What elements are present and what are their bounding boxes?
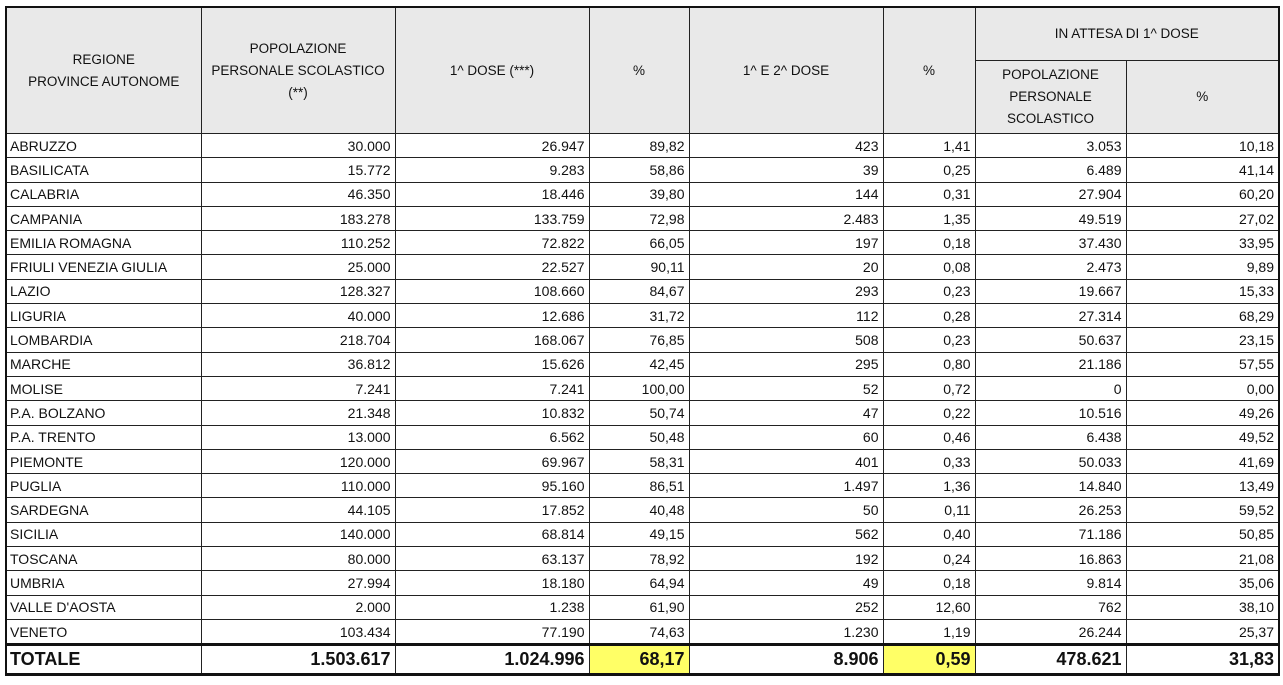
cell-attesa-pct: 57,55	[1126, 352, 1279, 376]
header-attesa: IN ATTESA DI 1^ DOSE	[975, 7, 1279, 61]
cell-dose1: 1.238	[395, 595, 589, 619]
cell-attesa-pct: 59,52	[1126, 498, 1279, 522]
cell-attesa-pct: 68,29	[1126, 304, 1279, 328]
cell-popolazione: 36.812	[201, 352, 395, 376]
cell-pct2: 0,22	[883, 401, 975, 425]
cell-dose1: 10.832	[395, 401, 589, 425]
cell-pct2: 0,31	[883, 182, 975, 206]
table-row	[6, 547, 1279, 571]
cell-popolazione: 80.000	[201, 547, 395, 571]
cell-popolazione: 183.278	[201, 206, 395, 230]
cell-attesa-pct: 49,26	[1126, 401, 1279, 425]
cell-attesa-popolazione: 50.637	[975, 328, 1126, 352]
table-row	[6, 279, 1279, 303]
cell-attesa-popolazione: 6.438	[975, 425, 1126, 449]
cell-pct1: 40,48	[589, 498, 689, 522]
cell-attesa-pct: 38,10	[1126, 595, 1279, 619]
cell-pct1: 100,00	[589, 376, 689, 400]
cell-pct2: 0,28	[883, 304, 975, 328]
cell-attesa-pct: 23,15	[1126, 328, 1279, 352]
cell-popolazione: 40.000	[201, 304, 395, 328]
table-row	[6, 498, 1279, 522]
cell-pct2: 1,36	[883, 474, 975, 498]
cell-attesa-popolazione: 50.033	[975, 449, 1126, 473]
cell-attesa-pct: 49,52	[1126, 425, 1279, 449]
cell-dose1: 63.137	[395, 547, 589, 571]
cell-dose12: 293	[689, 279, 883, 303]
cell-attesa-pct: 27,02	[1126, 206, 1279, 230]
cell-dose1: 9.283	[395, 158, 589, 182]
totale-attesa-pct: 31,83	[1126, 645, 1279, 675]
cell-regione: CALABRIA	[6, 182, 201, 206]
cell-attesa-popolazione: 71.186	[975, 522, 1126, 546]
cell-regione: TOSCANA	[6, 547, 201, 571]
cell-attesa-pct: 35,06	[1126, 571, 1279, 595]
cell-dose1: 77.190	[395, 619, 589, 644]
cell-dose1: 18.446	[395, 182, 589, 206]
cell-regione: MOLISE	[6, 376, 201, 400]
cell-dose12: 1.230	[689, 619, 883, 644]
table-row	[6, 595, 1279, 619]
cell-pct2: 1,19	[883, 619, 975, 644]
cell-dose12: 1.497	[689, 474, 883, 498]
cell-pct1: 58,86	[589, 158, 689, 182]
cell-attesa-popolazione: 9.814	[975, 571, 1126, 595]
cell-pct1: 42,45	[589, 352, 689, 376]
header-pct1: %	[589, 7, 689, 134]
cell-attesa-popolazione: 14.840	[975, 474, 1126, 498]
cell-dose1: 6.562	[395, 425, 589, 449]
cell-regione: UMBRIA	[6, 571, 201, 595]
cell-dose1: 26.947	[395, 134, 589, 158]
cell-popolazione: 15.772	[201, 158, 395, 182]
header-dose12: 1^ E 2^ DOSE	[689, 7, 883, 134]
cell-pct1: 78,92	[589, 547, 689, 571]
cell-dose12: 47	[689, 401, 883, 425]
cell-pct2: 0,25	[883, 158, 975, 182]
table-row	[6, 522, 1279, 546]
cell-attesa-pct: 60,20	[1126, 182, 1279, 206]
cell-popolazione: 120.000	[201, 449, 395, 473]
cell-pct2: 0,40	[883, 522, 975, 546]
cell-pct1: 84,67	[589, 279, 689, 303]
header-regione: REGIONE PROVINCE AUTONOME	[6, 7, 201, 134]
cell-dose1: 95.160	[395, 474, 589, 498]
table-row	[6, 255, 1279, 279]
cell-pct1: 74,63	[589, 619, 689, 644]
totale-popolazione: 1.503.617	[201, 645, 395, 675]
cell-dose12: 60	[689, 425, 883, 449]
vaccination-table	[5, 6, 1280, 676]
cell-pct2: 0,72	[883, 376, 975, 400]
cell-pct2: 0,18	[883, 571, 975, 595]
header-attesa-pct: %	[1126, 61, 1279, 134]
cell-regione: LAZIO	[6, 279, 201, 303]
cell-dose12: 401	[689, 449, 883, 473]
cell-pct1: 58,31	[589, 449, 689, 473]
table-row	[6, 449, 1279, 473]
cell-popolazione: 140.000	[201, 522, 395, 546]
cell-dose12: 197	[689, 231, 883, 255]
table-row	[6, 158, 1279, 182]
cell-attesa-pct: 41,69	[1126, 449, 1279, 473]
cell-pct1: 39,80	[589, 182, 689, 206]
cell-pct1: 89,82	[589, 134, 689, 158]
cell-regione: EMILIA ROMAGNA	[6, 231, 201, 255]
cell-regione: BASILICATA	[6, 158, 201, 182]
cell-attesa-popolazione: 19.667	[975, 279, 1126, 303]
cell-attesa-popolazione: 27.904	[975, 182, 1126, 206]
cell-dose12: 2.483	[689, 206, 883, 230]
cell-pct1: 86,51	[589, 474, 689, 498]
table-row	[6, 134, 1279, 158]
cell-dose12: 423	[689, 134, 883, 158]
cell-dose1: 22.527	[395, 255, 589, 279]
cell-attesa-popolazione: 762	[975, 595, 1126, 619]
cell-attesa-pct: 41,14	[1126, 158, 1279, 182]
cell-attesa-pct: 13,49	[1126, 474, 1279, 498]
cell-attesa-popolazione: 27.314	[975, 304, 1126, 328]
cell-dose1: 69.967	[395, 449, 589, 473]
cell-pct2: 0,23	[883, 328, 975, 352]
cell-attesa-popolazione: 2.473	[975, 255, 1126, 279]
cell-attesa-pct: 50,85	[1126, 522, 1279, 546]
cell-pct1: 66,05	[589, 231, 689, 255]
table-row	[6, 352, 1279, 376]
table-row	[6, 304, 1279, 328]
table-row	[6, 401, 1279, 425]
totale-attesa-popolazione: 478.621	[975, 645, 1126, 675]
totale-row	[6, 645, 1279, 675]
cell-popolazione: 2.000	[201, 595, 395, 619]
cell-popolazione: 21.348	[201, 401, 395, 425]
cell-regione: PUGLIA	[6, 474, 201, 498]
table-row	[6, 206, 1279, 230]
cell-pct2: 0,80	[883, 352, 975, 376]
cell-dose1: 12.686	[395, 304, 589, 328]
table-row	[6, 182, 1279, 206]
cell-dose12: 508	[689, 328, 883, 352]
cell-pct1: 50,74	[589, 401, 689, 425]
cell-pct1: 50,48	[589, 425, 689, 449]
cell-dose1: 72.822	[395, 231, 589, 255]
cell-pct2: 0,46	[883, 425, 975, 449]
totale-dose1: 1.024.996	[395, 645, 589, 675]
cell-dose1: 168.067	[395, 328, 589, 352]
totale-pct2: 0,59	[883, 645, 975, 675]
cell-attesa-pct: 33,95	[1126, 231, 1279, 255]
cell-dose1: 15.626	[395, 352, 589, 376]
cell-dose12: 295	[689, 352, 883, 376]
cell-regione: FRIULI VENEZIA GIULIA	[6, 255, 201, 279]
cell-regione: PIEMONTE	[6, 449, 201, 473]
cell-pct2: 1,41	[883, 134, 975, 158]
cell-pct2: 0,23	[883, 279, 975, 303]
cell-dose12: 50	[689, 498, 883, 522]
table-row	[6, 425, 1279, 449]
cell-pct1: 49,15	[589, 522, 689, 546]
vaccination-table-container	[5, 6, 1280, 676]
cell-dose1: 133.759	[395, 206, 589, 230]
cell-regione: P.A. BOLZANO	[6, 401, 201, 425]
cell-pct1: 72,98	[589, 206, 689, 230]
cell-dose12: 49	[689, 571, 883, 595]
totale-label: TOTALE	[6, 645, 201, 675]
cell-dose12: 52	[689, 376, 883, 400]
cell-dose1: 7.241	[395, 376, 589, 400]
table-row	[6, 376, 1279, 400]
cell-regione: P.A. TRENTO	[6, 425, 201, 449]
cell-dose1: 18.180	[395, 571, 589, 595]
cell-pct1: 31,72	[589, 304, 689, 328]
cell-regione: ABRUZZO	[6, 134, 201, 158]
cell-dose12: 39	[689, 158, 883, 182]
cell-attesa-pct: 15,33	[1126, 279, 1279, 303]
table-header	[6, 7, 1279, 134]
cell-popolazione: 46.350	[201, 182, 395, 206]
cell-pct2: 1,35	[883, 206, 975, 230]
totale-dose12: 8.906	[689, 645, 883, 675]
cell-attesa-pct: 25,37	[1126, 619, 1279, 644]
table-footer	[6, 645, 1279, 675]
cell-pct2: 0,24	[883, 547, 975, 571]
cell-dose1: 108.660	[395, 279, 589, 303]
cell-attesa-popolazione: 0	[975, 376, 1126, 400]
cell-regione: VENETO	[6, 619, 201, 644]
header-dose1: 1^ DOSE (***)	[395, 7, 589, 134]
cell-attesa-pct: 9,89	[1126, 255, 1279, 279]
cell-dose12: 144	[689, 182, 883, 206]
cell-popolazione: 27.994	[201, 571, 395, 595]
cell-regione: CAMPANIA	[6, 206, 201, 230]
cell-attesa-popolazione: 49.519	[975, 206, 1126, 230]
cell-regione: LOMBARDIA	[6, 328, 201, 352]
table-row	[6, 619, 1279, 644]
cell-attesa-popolazione: 16.863	[975, 547, 1126, 571]
cell-dose1: 68.814	[395, 522, 589, 546]
cell-attesa-popolazione: 21.186	[975, 352, 1126, 376]
cell-pct1: 61,90	[589, 595, 689, 619]
cell-popolazione: 30.000	[201, 134, 395, 158]
cell-dose1: 17.852	[395, 498, 589, 522]
cell-regione: VALLE D'AOSTA	[6, 595, 201, 619]
cell-dose12: 112	[689, 304, 883, 328]
cell-attesa-popolazione: 26.244	[975, 619, 1126, 644]
cell-popolazione: 13.000	[201, 425, 395, 449]
table-row	[6, 571, 1279, 595]
cell-attesa-popolazione: 26.253	[975, 498, 1126, 522]
cell-pct2: 0,08	[883, 255, 975, 279]
table-row	[6, 474, 1279, 498]
cell-popolazione: 25.000	[201, 255, 395, 279]
cell-attesa-popolazione: 3.053	[975, 134, 1126, 158]
cell-popolazione: 7.241	[201, 376, 395, 400]
cell-popolazione: 110.252	[201, 231, 395, 255]
cell-dose12: 562	[689, 522, 883, 546]
cell-attesa-pct: 0,00	[1126, 376, 1279, 400]
cell-popolazione: 110.000	[201, 474, 395, 498]
cell-attesa-popolazione: 6.489	[975, 158, 1126, 182]
header-attesa-popolazione: POPOLAZIONE PERSONALE SCOLASTICO	[975, 61, 1126, 134]
cell-popolazione: 128.327	[201, 279, 395, 303]
table-body	[6, 134, 1279, 645]
table-row	[6, 231, 1279, 255]
header-pct2: %	[883, 7, 975, 134]
cell-attesa-pct: 10,18	[1126, 134, 1279, 158]
cell-attesa-popolazione: 10.516	[975, 401, 1126, 425]
cell-dose12: 20	[689, 255, 883, 279]
table-row	[6, 328, 1279, 352]
cell-pct2: 12,60	[883, 595, 975, 619]
cell-pct2: 0,18	[883, 231, 975, 255]
cell-attesa-pct: 21,08	[1126, 547, 1279, 571]
cell-pct1: 90,11	[589, 255, 689, 279]
cell-popolazione: 44.105	[201, 498, 395, 522]
header-popolazione: POPOLAZIONE PERSONALE SCOLASTICO (**)	[201, 7, 395, 134]
cell-regione: SICILIA	[6, 522, 201, 546]
totale-pct1: 68,17	[589, 645, 689, 675]
cell-regione: SARDEGNA	[6, 498, 201, 522]
cell-popolazione: 103.434	[201, 619, 395, 644]
cell-regione: MARCHE	[6, 352, 201, 376]
cell-dose12: 192	[689, 547, 883, 571]
cell-pct2: 0,33	[883, 449, 975, 473]
cell-regione: LIGURIA	[6, 304, 201, 328]
cell-attesa-popolazione: 37.430	[975, 231, 1126, 255]
cell-popolazione: 218.704	[201, 328, 395, 352]
cell-pct1: 76,85	[589, 328, 689, 352]
cell-pct1: 64,94	[589, 571, 689, 595]
cell-pct2: 0,11	[883, 498, 975, 522]
cell-dose12: 252	[689, 595, 883, 619]
